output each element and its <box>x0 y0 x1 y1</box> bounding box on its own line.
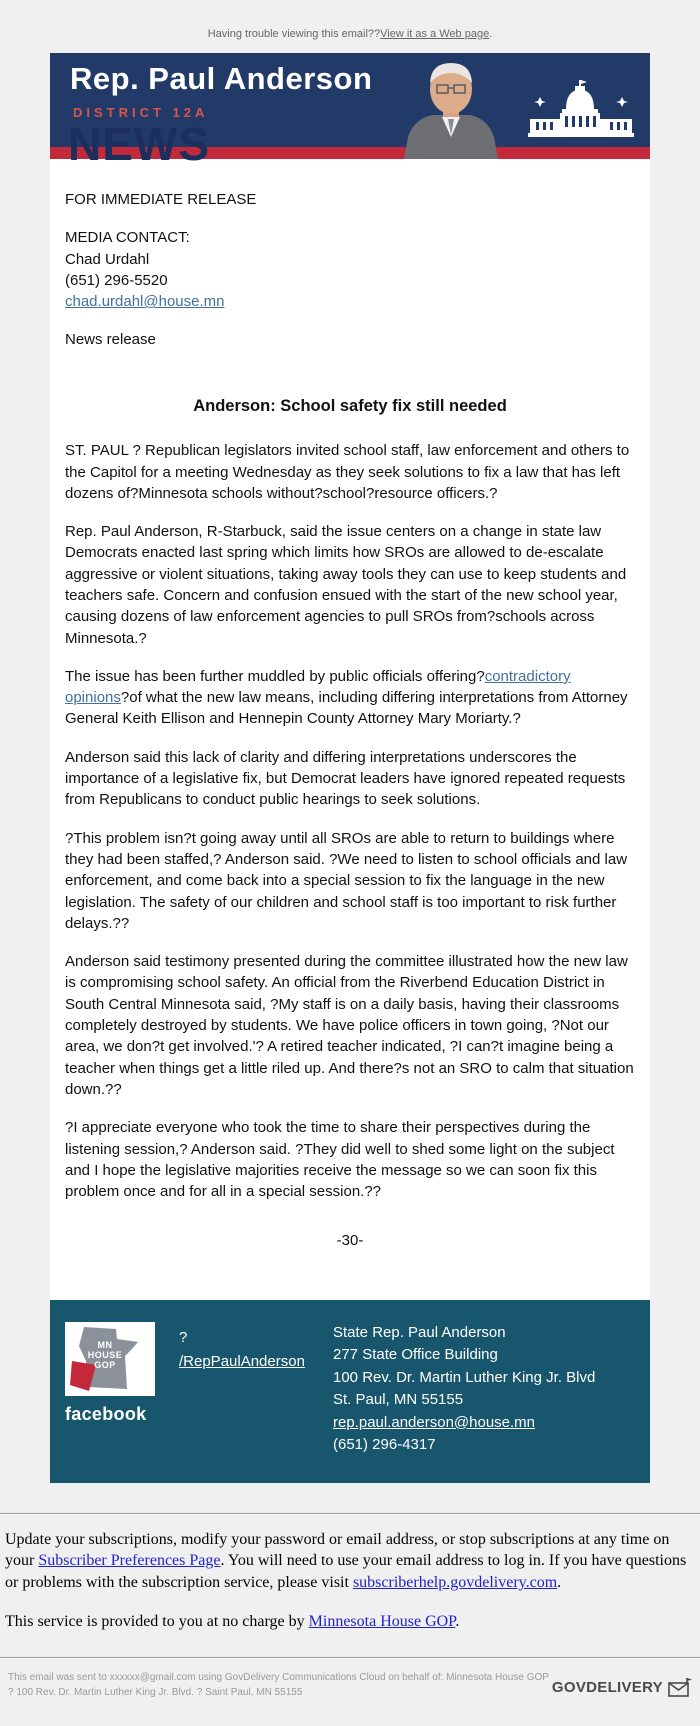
address-line-2: 277 State Office Building <box>333 1346 498 1364</box>
mn-house-gop-logo <box>65 1322 155 1396</box>
govdelivery-logo[interactable] <box>552 1671 692 1697</box>
mn-house-gop-link[interactable]: Minnesota House GOP <box>308 1613 456 1631</box>
facebook-handle-block <box>179 1322 305 1457</box>
paragraph-2: Rep. Paul Anderson, R-Starbuck, said the issue centers on a change in state law Democrats enacted last spring which limits how SROs are allowed to de-escalate aggressive or violent situations, taking away tools they can use to keep students and teachers safe. Concern and confusion ensued with the start of the new school year, causing dozens of law enforcement agencies to pull SROs from?schools across Minnesota.? <box>65 523 627 647</box>
preheader-text: Having trouble viewing this email?? <box>207 28 381 40</box>
facebook-wordmark: facebook <box>65 1403 147 1424</box>
paragraph-1: ST. PAUL ? Republican legislators invited school staff, law enforcement and others to the Capitol for a meeting Wednesday as they seek solutions to fix a law that has left dozens of?Minnesota schools without?school?resource officers.? <box>65 442 630 502</box>
service-text-1: This service is provided to you at no charge by <box>5 1613 309 1631</box>
subscription-text-2: . You will need to use your email address to log in. If you have questions or problems with the subscription service, please visit <box>5 1552 687 1591</box>
district-label: DISTRICT 12A <box>73 105 209 120</box>
preheader-suffix: . <box>489 28 493 40</box>
subscription-paragraph <box>5 1529 695 1594</box>
rep-phone: (651) 296-4317 <box>333 1436 436 1454</box>
fine-print <box>0 1659 700 1726</box>
contradictory-opinions-link[interactable]: contradictory opinions <box>65 667 571 707</box>
fine-print-text: This email was sent to xxxxxx@gmail.com using GovDelivery Communications Cloud on behalf of: Minnesota House GOP ? 100 Rev. Dr. Martin Luther King Jr. Blvd. ? Saint Paul, MN 55155 <box>8 1672 549 1698</box>
service-text-2: . <box>455 1613 460 1631</box>
for-immediate-release: FOR IMMEDIATE RELEASE <box>65 191 257 208</box>
subscription-text-1: Update your subscriptions, modify your password or email address, or stop subscriptions at any time on your <box>5 1530 670 1570</box>
subscription-section <box>0 1515 700 1657</box>
contact-phone: (651) 296-5520 <box>65 271 168 289</box>
rep-photo <box>392 57 510 159</box>
news-wordmark: NEWS <box>68 118 210 170</box>
paragraph-7: ?I appreciate everyone who took the time to share their perspectives during the listening session,? Anderson said. ?They did well to shed some light on the subject and I hope the legislative majorities receive the message so we can soon fix this problem once and for all in a special session.?? <box>65 1119 615 1201</box>
paragraph-6: Anderson said testimony presented during the committee illustrated how the new law is compromising school safety. An official from the Riverbend Education District in South Central Minnesota said, ?My staff is on a daily basis, having their classrooms completely destroyed by students. We have police officers in town going, ?Not our area, we don?t get involved.'? A retired teacher indicated, ?I can?t imagine being a teacher when things get a little riled up. And there?s not an SRO to calm that situation down.?? <box>65 953 634 1098</box>
header-banner <box>50 53 650 170</box>
service-paragraph <box>5 1611 695 1633</box>
envelope-flag-icon <box>668 1677 692 1697</box>
subscriber-preferences-link[interactable]: Subscriber Preferences Page <box>38 1552 221 1570</box>
mn-house-gop-logo-text: MN HOUSE GOP <box>87 1339 123 1371</box>
subscription-text-3: . <box>557 1573 562 1591</box>
contact-name: Chad Urdahl <box>65 250 150 268</box>
email-footer <box>50 1300 650 1483</box>
end-mark: -30- <box>336 1232 364 1250</box>
news-release-label: News release <box>65 331 156 349</box>
subscriberhelp-link[interactable]: subscriberhelp.govdelivery.com <box>352 1573 558 1591</box>
contact-email-link[interactable]: chad.urdahl@house.mn <box>65 293 225 311</box>
paragraph-4: Anderson said this lack of clarity and differing interpretations underscores the importance of a legislative fix, but Democrat leaders have ignored repeated requests from Republicans to conduct public hearings to seek solutions. <box>65 748 626 809</box>
paragraph-3-before: The issue has been further muddled by public officials offering? <box>65 667 485 685</box>
rep-name: Rep. Paul Anderson <box>70 61 373 96</box>
media-contact-label: MEDIA CONTACT: <box>65 229 190 247</box>
article-headline: Anderson: School safety fix still needed <box>193 396 507 415</box>
preheader <box>0 0 700 53</box>
emoji-fallback: ? <box>179 1328 188 1346</box>
govdelivery-wordmark: GOVDELIVERY <box>551 1678 663 1696</box>
address-line-3: 100 Rev. Dr. Martin Luther King Jr. Blvd <box>333 1368 596 1386</box>
paragraph-3-after: ?of what the new law means, including differing interpretations from Attorney General Keith Ellison and Hennepin County Attorney Mary Moriarty.? <box>65 689 628 728</box>
capitol-icon <box>526 79 636 141</box>
paragraph-3 <box>65 666 635 730</box>
rep-email-link[interactable]: rep.paul.anderson@house.mn <box>333 1413 536 1431</box>
view-as-webpage-link[interactable]: View it as a Web page <box>380 28 490 40</box>
facebook-handle-link[interactable]: /RepPaulAnderson <box>179 1352 305 1370</box>
article-body <box>50 159 650 1300</box>
address-line-1: State Rep. Paul Anderson <box>333 1323 506 1341</box>
facebook-block[interactable] <box>65 1322 165 1457</box>
address-line-4: St. Paul, MN 55155 <box>333 1391 464 1409</box>
paragraph-5: ?This problem isn?t going away until all SROs are able to return to buildings where they had been staffed,? Anderson said. ?We need to listen to school officials and law enforcement, and come back into a special session to fix the language in the new legislation. The safety of our children and school staff is too important to risk further delays.?? <box>65 829 628 932</box>
media-contact-block <box>65 227 635 312</box>
email-card <box>50 53 650 1483</box>
footer-address <box>333 1322 635 1457</box>
spacer <box>0 1483 700 1513</box>
